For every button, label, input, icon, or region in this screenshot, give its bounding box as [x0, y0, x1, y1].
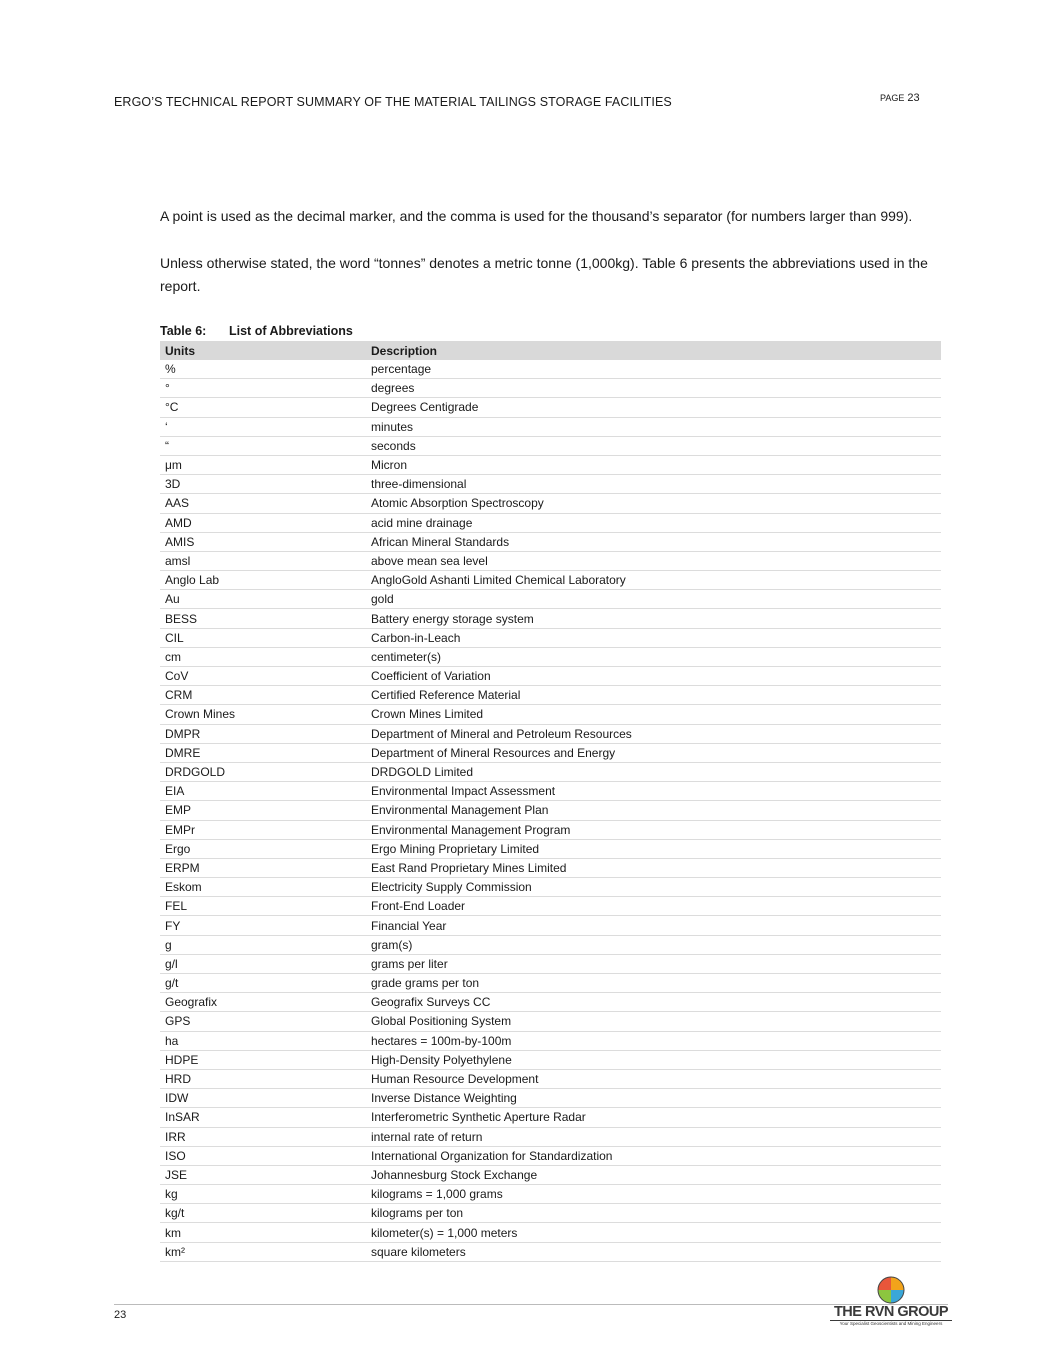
- description-cell: three-dimensional: [366, 475, 941, 494]
- report-header-title: ERGO’S TECHNICAL REPORT SUMMARY OF THE MATERIAL TAILINGS STORAGE FACILITIES: [114, 95, 672, 109]
- table-row: [160, 551, 941, 570]
- page-number: 23: [907, 92, 920, 104]
- table-row: [160, 762, 941, 781]
- paragraph-decimal-marker: A point is used as the decimal marker, and the comma is used for the thousand’s separator (for numbers larger than 999).: [160, 208, 913, 224]
- description-cell: kilometer(s) = 1,000 meters: [366, 1223, 941, 1242]
- unit-cell: 3D: [160, 475, 366, 494]
- abbreviations-table: [160, 341, 941, 1262]
- table-row: [160, 667, 941, 686]
- description-cell: Geografix Surveys CC: [366, 993, 941, 1012]
- description-cell: Front-End Loader: [366, 897, 941, 916]
- table-row: [160, 417, 941, 436]
- table-row: [160, 743, 941, 762]
- unit-cell: ha: [160, 1031, 366, 1050]
- unit-cell: Eskom: [160, 878, 366, 897]
- description-cell: above mean sea level: [366, 551, 941, 570]
- description-cell: grams per liter: [366, 954, 941, 973]
- page-label: PAGE: [880, 93, 905, 103]
- description-cell: Interferometric Synthetic Aperture Radar: [366, 1108, 941, 1127]
- description-cell: International Organization for Standardization: [366, 1146, 941, 1165]
- unit-cell: IDW: [160, 1089, 366, 1108]
- unit-cell: AMIS: [160, 532, 366, 551]
- unit-cell: FY: [160, 916, 366, 935]
- description-cell: Coefficient of Variation: [366, 667, 941, 686]
- description-cell: percentage: [366, 360, 941, 379]
- table-caption: [160, 324, 353, 338]
- unit-cell: Ergo: [160, 839, 366, 858]
- unit-cell: IRR: [160, 1127, 366, 1146]
- column-header-description: Description: [366, 341, 941, 360]
- logo-wordmark: THE RVN GROUP: [830, 1305, 952, 1321]
- unit-cell: “: [160, 436, 366, 455]
- table-row: [160, 878, 941, 897]
- unit-cell: ERPM: [160, 858, 366, 877]
- logo-globe-icon: [877, 1276, 905, 1304]
- description-cell: Carbon-in-Leach: [366, 628, 941, 647]
- unit-cell: kg: [160, 1185, 366, 1204]
- table-row: [160, 1204, 941, 1223]
- unit-cell: AMD: [160, 513, 366, 532]
- unit-cell: FEL: [160, 897, 366, 916]
- table-row: [160, 839, 941, 858]
- unit-cell: EMP: [160, 801, 366, 820]
- description-cell: kilograms = 1,000 grams: [366, 1185, 941, 1204]
- table-row: [160, 571, 941, 590]
- description-cell: Inverse Distance Weighting: [366, 1089, 941, 1108]
- description-cell: Environmental Management Program: [366, 820, 941, 839]
- description-cell: degrees: [366, 379, 941, 398]
- description-cell: East Rand Proprietary Mines Limited: [366, 858, 941, 877]
- table-row: [160, 686, 941, 705]
- description-cell: Crown Mines Limited: [366, 705, 941, 724]
- table-row: [160, 379, 941, 398]
- description-cell: grade grams per ton: [366, 974, 941, 993]
- table-row: [160, 1108, 941, 1127]
- unit-cell: DMRE: [160, 743, 366, 762]
- unit-cell: CoV: [160, 667, 366, 686]
- table-row: [160, 1185, 941, 1204]
- description-cell: hectares = 100m-by-100m: [366, 1031, 941, 1050]
- description-cell: internal rate of return: [366, 1127, 941, 1146]
- unit-cell: °: [160, 379, 366, 398]
- description-cell: gold: [366, 590, 941, 609]
- table-row: [160, 455, 941, 474]
- unit-cell: μm: [160, 455, 366, 474]
- unit-cell: ISO: [160, 1146, 366, 1165]
- description-cell: DRDGOLD Limited: [366, 762, 941, 781]
- table-row: [160, 1146, 941, 1165]
- paragraph-tonnes: Unless otherwise stated, the word “tonnes” denotes a metric tonne (1,000kg). Table 6 presents the abbreviations used in the report.: [160, 255, 928, 294]
- table-row: [160, 724, 941, 743]
- table-row: [160, 532, 941, 551]
- table-row: [160, 1223, 941, 1242]
- unit-cell: HDPE: [160, 1050, 366, 1069]
- description-cell: Electricity Supply Commission: [366, 878, 941, 897]
- unit-cell: AAS: [160, 494, 366, 513]
- unit-cell: amsl: [160, 551, 366, 570]
- table-row: [160, 609, 941, 628]
- table-row: [160, 513, 941, 532]
- table-row: [160, 801, 941, 820]
- table-row: [160, 916, 941, 935]
- description-cell: Department of Mineral Resources and Energy: [366, 743, 941, 762]
- header-page-number: [880, 92, 920, 104]
- table-row: [160, 1242, 941, 1261]
- description-cell: centimeter(s): [366, 647, 941, 666]
- description-cell: kilograms per ton: [366, 1204, 941, 1223]
- unit-cell: g/t: [160, 974, 366, 993]
- unit-cell: CIL: [160, 628, 366, 647]
- unit-cell: °C: [160, 398, 366, 417]
- rvn-group-logo: [830, 1276, 952, 1328]
- table-row: [160, 398, 941, 417]
- unit-cell: ‘: [160, 417, 366, 436]
- description-cell: Ergo Mining Proprietary Limited: [366, 839, 941, 858]
- unit-cell: BESS: [160, 609, 366, 628]
- unit-cell: EMPr: [160, 820, 366, 839]
- table-row: [160, 1031, 941, 1050]
- unit-cell: DMPR: [160, 724, 366, 743]
- table-row: [160, 954, 941, 973]
- description-cell: Human Resource Development: [366, 1069, 941, 1088]
- description-cell: square kilometers: [366, 1242, 941, 1261]
- table-row: [160, 1012, 941, 1031]
- description-cell: gram(s): [366, 935, 941, 954]
- description-cell: Micron: [366, 455, 941, 474]
- table-header-row: [160, 341, 941, 360]
- table-row: [160, 1069, 941, 1088]
- table-row: [160, 1165, 941, 1184]
- table-row: [160, 705, 941, 724]
- description-cell: High-Density Polyethylene: [366, 1050, 941, 1069]
- unit-cell: CRM: [160, 686, 366, 705]
- table-body: [160, 360, 941, 1261]
- description-cell: acid mine drainage: [366, 513, 941, 532]
- table-row: [160, 1050, 941, 1069]
- unit-cell: cm: [160, 647, 366, 666]
- unit-cell: Au: [160, 590, 366, 609]
- table-caption-title: List of Abbreviations: [229, 324, 353, 338]
- unit-cell: EIA: [160, 782, 366, 801]
- table-row: [160, 647, 941, 666]
- unit-cell: km: [160, 1223, 366, 1242]
- description-cell: Johannesburg Stock Exchange: [366, 1165, 941, 1184]
- table-row: [160, 820, 941, 839]
- description-cell: Environmental Impact Assessment: [366, 782, 941, 801]
- unit-cell: JSE: [160, 1165, 366, 1184]
- table-row: [160, 974, 941, 993]
- unit-cell: %: [160, 360, 366, 379]
- description-cell: Department of Mineral and Petroleum Resources: [366, 724, 941, 743]
- unit-cell: HRD: [160, 1069, 366, 1088]
- table-row: [160, 897, 941, 916]
- table-row: [160, 858, 941, 877]
- table-row: [160, 360, 941, 379]
- unit-cell: g/l: [160, 954, 366, 973]
- unit-cell: kg/t: [160, 1204, 366, 1223]
- table-row: [160, 494, 941, 513]
- unit-cell: GPS: [160, 1012, 366, 1031]
- unit-cell: Geografix: [160, 993, 366, 1012]
- unit-cell: InSAR: [160, 1108, 366, 1127]
- table-row: [160, 935, 941, 954]
- description-cell: minutes: [366, 417, 941, 436]
- description-cell: Financial Year: [366, 916, 941, 935]
- description-cell: Global Positioning System: [366, 1012, 941, 1031]
- footer-divider: [114, 1304, 948, 1305]
- description-cell: Degrees Centigrade: [366, 398, 941, 417]
- table-row: [160, 436, 941, 455]
- footer-page-number: 23: [114, 1309, 127, 1321]
- column-header-units: Units: [160, 341, 366, 360]
- table-caption-number: Table 6:: [160, 324, 207, 338]
- unit-cell: Anglo Lab: [160, 571, 366, 590]
- unit-cell: km²: [160, 1242, 366, 1261]
- description-cell: Atomic Absorption Spectroscopy: [366, 494, 941, 513]
- unit-cell: Crown Mines: [160, 705, 366, 724]
- table-row: [160, 1127, 941, 1146]
- table-row: [160, 628, 941, 647]
- description-cell: Certified Reference Material: [366, 686, 941, 705]
- description-cell: seconds: [366, 436, 941, 455]
- table-row: [160, 475, 941, 494]
- table-row: [160, 782, 941, 801]
- unit-cell: DRDGOLD: [160, 762, 366, 781]
- unit-cell: g: [160, 935, 366, 954]
- description-cell: Environmental Management Plan: [366, 801, 941, 820]
- description-cell: AngloGold Ashanti Limited Chemical Laboratory: [366, 571, 941, 590]
- table-row: [160, 993, 941, 1012]
- logo-tagline: Your Specialist Geoscientists and Mining Engineers: [839, 1321, 943, 1326]
- table-row: [160, 1089, 941, 1108]
- description-cell: African Mineral Standards: [366, 532, 941, 551]
- table-row: [160, 590, 941, 609]
- description-cell: Battery energy storage system: [366, 609, 941, 628]
